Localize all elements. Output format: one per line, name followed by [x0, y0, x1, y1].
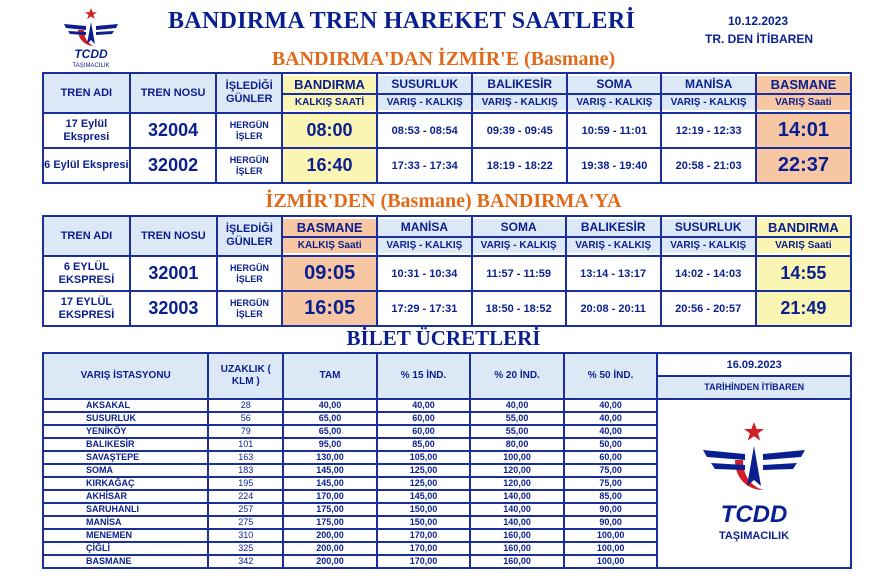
fare-15: 125,00 [378, 465, 470, 476]
fare-20: 40,00 [471, 400, 563, 411]
train-number: 32002 [131, 149, 216, 182]
arrival-time: 14:55 [757, 257, 850, 290]
stop-time: 11:57 - 11:59 [473, 257, 565, 290]
station-header: BANDIRMA KALKIŞ SAATİ [283, 74, 376, 112]
station-header: BALIKESİR VARIŞ - KALKIŞ [473, 74, 566, 112]
schedule-table-1 [42, 72, 852, 184]
fare-15: 60,00 [378, 413, 470, 424]
fare-15: 170,00 [378, 556, 470, 567]
station-header: MANİSA VARIŞ - KALKIŞ [662, 74, 754, 112]
fare-20: 160,00 [471, 543, 563, 554]
schedule-table-2 [42, 215, 852, 327]
logo-large-sub: TAŞIMACILIK [719, 530, 790, 542]
fare-20: 140,00 [471, 504, 563, 515]
fare-full: 175,00 [284, 517, 376, 528]
stop-time: 10:59 - 11:01 [568, 114, 660, 147]
fare-50: 40,00 [565, 400, 657, 411]
fares-title: BİLET ÜCRETLERİ [346, 326, 541, 350]
fare-50: 100,00 [565, 543, 657, 554]
stop-time: 17:29 - 17:31 [378, 292, 470, 325]
train-name: 17 EYLÜL EKSPRESİ [44, 292, 129, 325]
fare-50: 75,00 [565, 478, 657, 489]
table-row [44, 114, 850, 147]
stop-time: 12:19 - 12:33 [662, 114, 754, 147]
fare-50: 40,00 [565, 426, 657, 437]
col-header-name: TREN ADI [44, 217, 129, 255]
section2-title: İZMİR'DEN (Basmane) BANDIRMA'YA [265, 190, 622, 212]
station-header: SOMA VARIŞ - KALKIŞ [568, 74, 660, 112]
station-name: BALIKESİR [44, 439, 207, 450]
train-name: 17 Eylül Ekspresi [44, 114, 129, 147]
arrival-time: 14:01 [757, 114, 850, 147]
distance: 28 [209, 400, 282, 411]
station-name: AKHİSAR [44, 491, 207, 502]
departure-time: 08:00 [283, 114, 376, 147]
fare-20: 160,00 [471, 556, 563, 567]
table-row [44, 257, 850, 290]
logo-small-text: TCDD [74, 47, 108, 61]
station-header: BASMANE VARIŞ Saati [757, 74, 850, 112]
distance: 257 [209, 504, 282, 515]
col-header-days: İŞLEDİĞİ GÜNLER [218, 217, 281, 255]
fare-15: 40,00 [378, 400, 470, 411]
station-name: SUSURLUK [44, 413, 207, 424]
page-title: BANDIRMA TREN HAREKET SAATLERİ [168, 8, 636, 34]
header-date: 10.12.2023 [727, 14, 789, 28]
station-name: SARUHANLI [44, 504, 207, 515]
distance: 224 [209, 491, 282, 502]
fares-header: VARIŞ İSTASYONU [44, 354, 207, 398]
station-header: MANİSA VARIŞ - KALKIŞ [378, 217, 470, 255]
fare-full: 170,00 [284, 491, 376, 502]
table-row [44, 149, 850, 182]
fares-header: UZAKLIK ( KLM ) [209, 354, 282, 398]
stop-time: 14:02 - 14:03 [662, 257, 755, 290]
distance: 163 [209, 452, 282, 463]
train-number: 32003 [131, 292, 216, 325]
station-name: SOMA [44, 465, 207, 476]
fare-15: 60,00 [378, 426, 470, 437]
station-name: BASMANE [44, 556, 207, 567]
fares-validity [658, 354, 850, 398]
fare-full: 200,00 [284, 530, 376, 541]
fare-full: 40,00 [284, 400, 376, 411]
fare-full: 65,00 [284, 426, 376, 437]
fare-15: 105,00 [378, 452, 470, 463]
fare-20: 55,00 [471, 413, 563, 424]
stop-time: 20:58 - 21:03 [662, 149, 754, 182]
fare-15: 170,00 [378, 543, 470, 554]
fare-full: 95,00 [284, 439, 376, 450]
distance: 310 [209, 530, 282, 541]
stop-time: 10:31 - 10:34 [378, 257, 470, 290]
fare-20: 140,00 [471, 517, 563, 528]
section1-title: BANDIRMA'DAN İZMİR'E (Basmane) [271, 48, 616, 70]
station-header: BALIKESİR VARIŞ - KALKIŞ [567, 217, 660, 255]
distance: 275 [209, 517, 282, 528]
stop-time: 20:56 - 20:57 [662, 292, 755, 325]
fare-20: 120,00 [471, 465, 563, 476]
departure-time: 16:40 [283, 149, 376, 182]
fare-20: 55,00 [471, 426, 563, 437]
stop-time: 19:38 - 19:40 [568, 149, 660, 182]
distance: 56 [209, 413, 282, 424]
fare-full: 130,00 [284, 452, 376, 463]
fare-50: 100,00 [565, 530, 657, 541]
fare-20: 80,00 [471, 439, 563, 450]
fares-header: % 50 İND. [565, 354, 657, 398]
fares-header: % 15 İND. [378, 354, 470, 398]
stop-time: 18:19 - 18:22 [473, 149, 566, 182]
fare-15: 145,00 [378, 491, 470, 502]
fare-50: 50,00 [565, 439, 657, 450]
fare-full: 65,00 [284, 413, 376, 424]
stop-time: 18:50 - 18:52 [473, 292, 565, 325]
fare-full: 200,00 [284, 543, 376, 554]
logo-large-text: TCDD [720, 501, 788, 528]
train-number: 32001 [131, 257, 216, 290]
fare-full: 145,00 [284, 465, 376, 476]
station-name: ÇİĞLİ [44, 543, 207, 554]
fare-50: 90,00 [565, 504, 657, 515]
distance: 101 [209, 439, 282, 450]
station-name: KIRKAĞAÇ [44, 478, 207, 489]
col-header-no: TREN NOSU [131, 74, 216, 112]
station-name: SAVAŞTEPE [44, 452, 207, 463]
train-days: HERGÜN İŞLER [218, 292, 281, 325]
stop-time: 17:33 - 17:34 [378, 149, 471, 182]
fare-20: 120,00 [471, 478, 563, 489]
fare-full: 200,00 [284, 556, 376, 567]
station-header: BANDIRMA VARIŞ Saati [757, 217, 850, 255]
station-header: SUSURLUK VARIŞ - KALKIŞ [662, 217, 755, 255]
stop-time: 20:08 - 20:11 [567, 292, 660, 325]
fare-50: 60,00 [565, 452, 657, 463]
fare-20: 160,00 [471, 530, 563, 541]
fares-table [42, 352, 852, 569]
fare-full: 145,00 [284, 478, 376, 489]
fare-15: 150,00 [378, 517, 470, 528]
fare-50: 75,00 [565, 465, 657, 476]
departure-time: 16:05 [283, 292, 376, 325]
station-name: MENEMEN [44, 530, 207, 541]
fares-valid-since: TARİHİNDEN İTİBAREN [704, 382, 805, 392]
train-days: HERGÜN İŞLER [218, 257, 281, 290]
col-header-no: TREN NOSU [131, 217, 216, 255]
fare-50: 100,00 [565, 556, 657, 567]
col-header-days: İŞLEDİĞİ GÜNLER [217, 74, 280, 112]
fares-header: % 20 İND. [471, 354, 563, 398]
fare-15: 170,00 [378, 530, 470, 541]
departure-time: 09:05 [283, 257, 376, 290]
train-days: HERGÜN İŞLER [217, 149, 280, 182]
distance: 183 [209, 465, 282, 476]
train-name: 6 Eylül Ekspresi [44, 149, 129, 182]
fare-50: 40,00 [565, 413, 657, 424]
fare-full: 175,00 [284, 504, 376, 515]
train-number: 32004 [131, 114, 216, 147]
station-header: SOMA VARIŞ - KALKIŞ [473, 217, 565, 255]
fare-15: 85,00 [378, 439, 470, 450]
fare-50: 90,00 [565, 517, 657, 528]
fare-15: 150,00 [378, 504, 470, 515]
station-header: BASMANE KALKIŞ Saati [283, 217, 376, 255]
table-row [44, 292, 850, 325]
fare-20: 100,00 [471, 452, 563, 463]
fare-15: 125,00 [378, 478, 470, 489]
train-days: HERGÜN İŞLER [217, 114, 280, 147]
arrival-time: 21:49 [757, 292, 850, 325]
distance: 195 [209, 478, 282, 489]
fare-20: 140,00 [471, 491, 563, 502]
station-name: MANİSA [44, 517, 207, 528]
train-name: 6 EYLÜL EKSPRESİ [44, 257, 129, 290]
station-name: YENİKÖY [44, 426, 207, 437]
distance: 79 [209, 426, 282, 437]
arrival-time: 22:37 [757, 149, 850, 182]
stop-time: 09:39 - 09:45 [473, 114, 566, 147]
stop-time: 13:14 - 13:17 [567, 257, 660, 290]
header-since: TR. DEN İTİBAREN [705, 32, 813, 46]
distance: 325 [209, 543, 282, 554]
fares-valid-date: 16.09.2023 [658, 355, 850, 377]
table-row [44, 400, 850, 411]
col-header-name: TREN ADI [44, 74, 129, 112]
tcdd-logo-large [658, 400, 850, 567]
station-name: AKSAKAL [44, 400, 207, 411]
station-header: SUSURLUK VARIŞ - KALKIŞ [378, 74, 471, 112]
logo-small-sub: TAŞIMACILIK [72, 63, 110, 68]
stop-time: 08:53 - 08:54 [378, 114, 471, 147]
distance: 342 [209, 556, 282, 567]
fare-50: 85,00 [565, 491, 657, 502]
fares-header: TAM [284, 354, 376, 398]
